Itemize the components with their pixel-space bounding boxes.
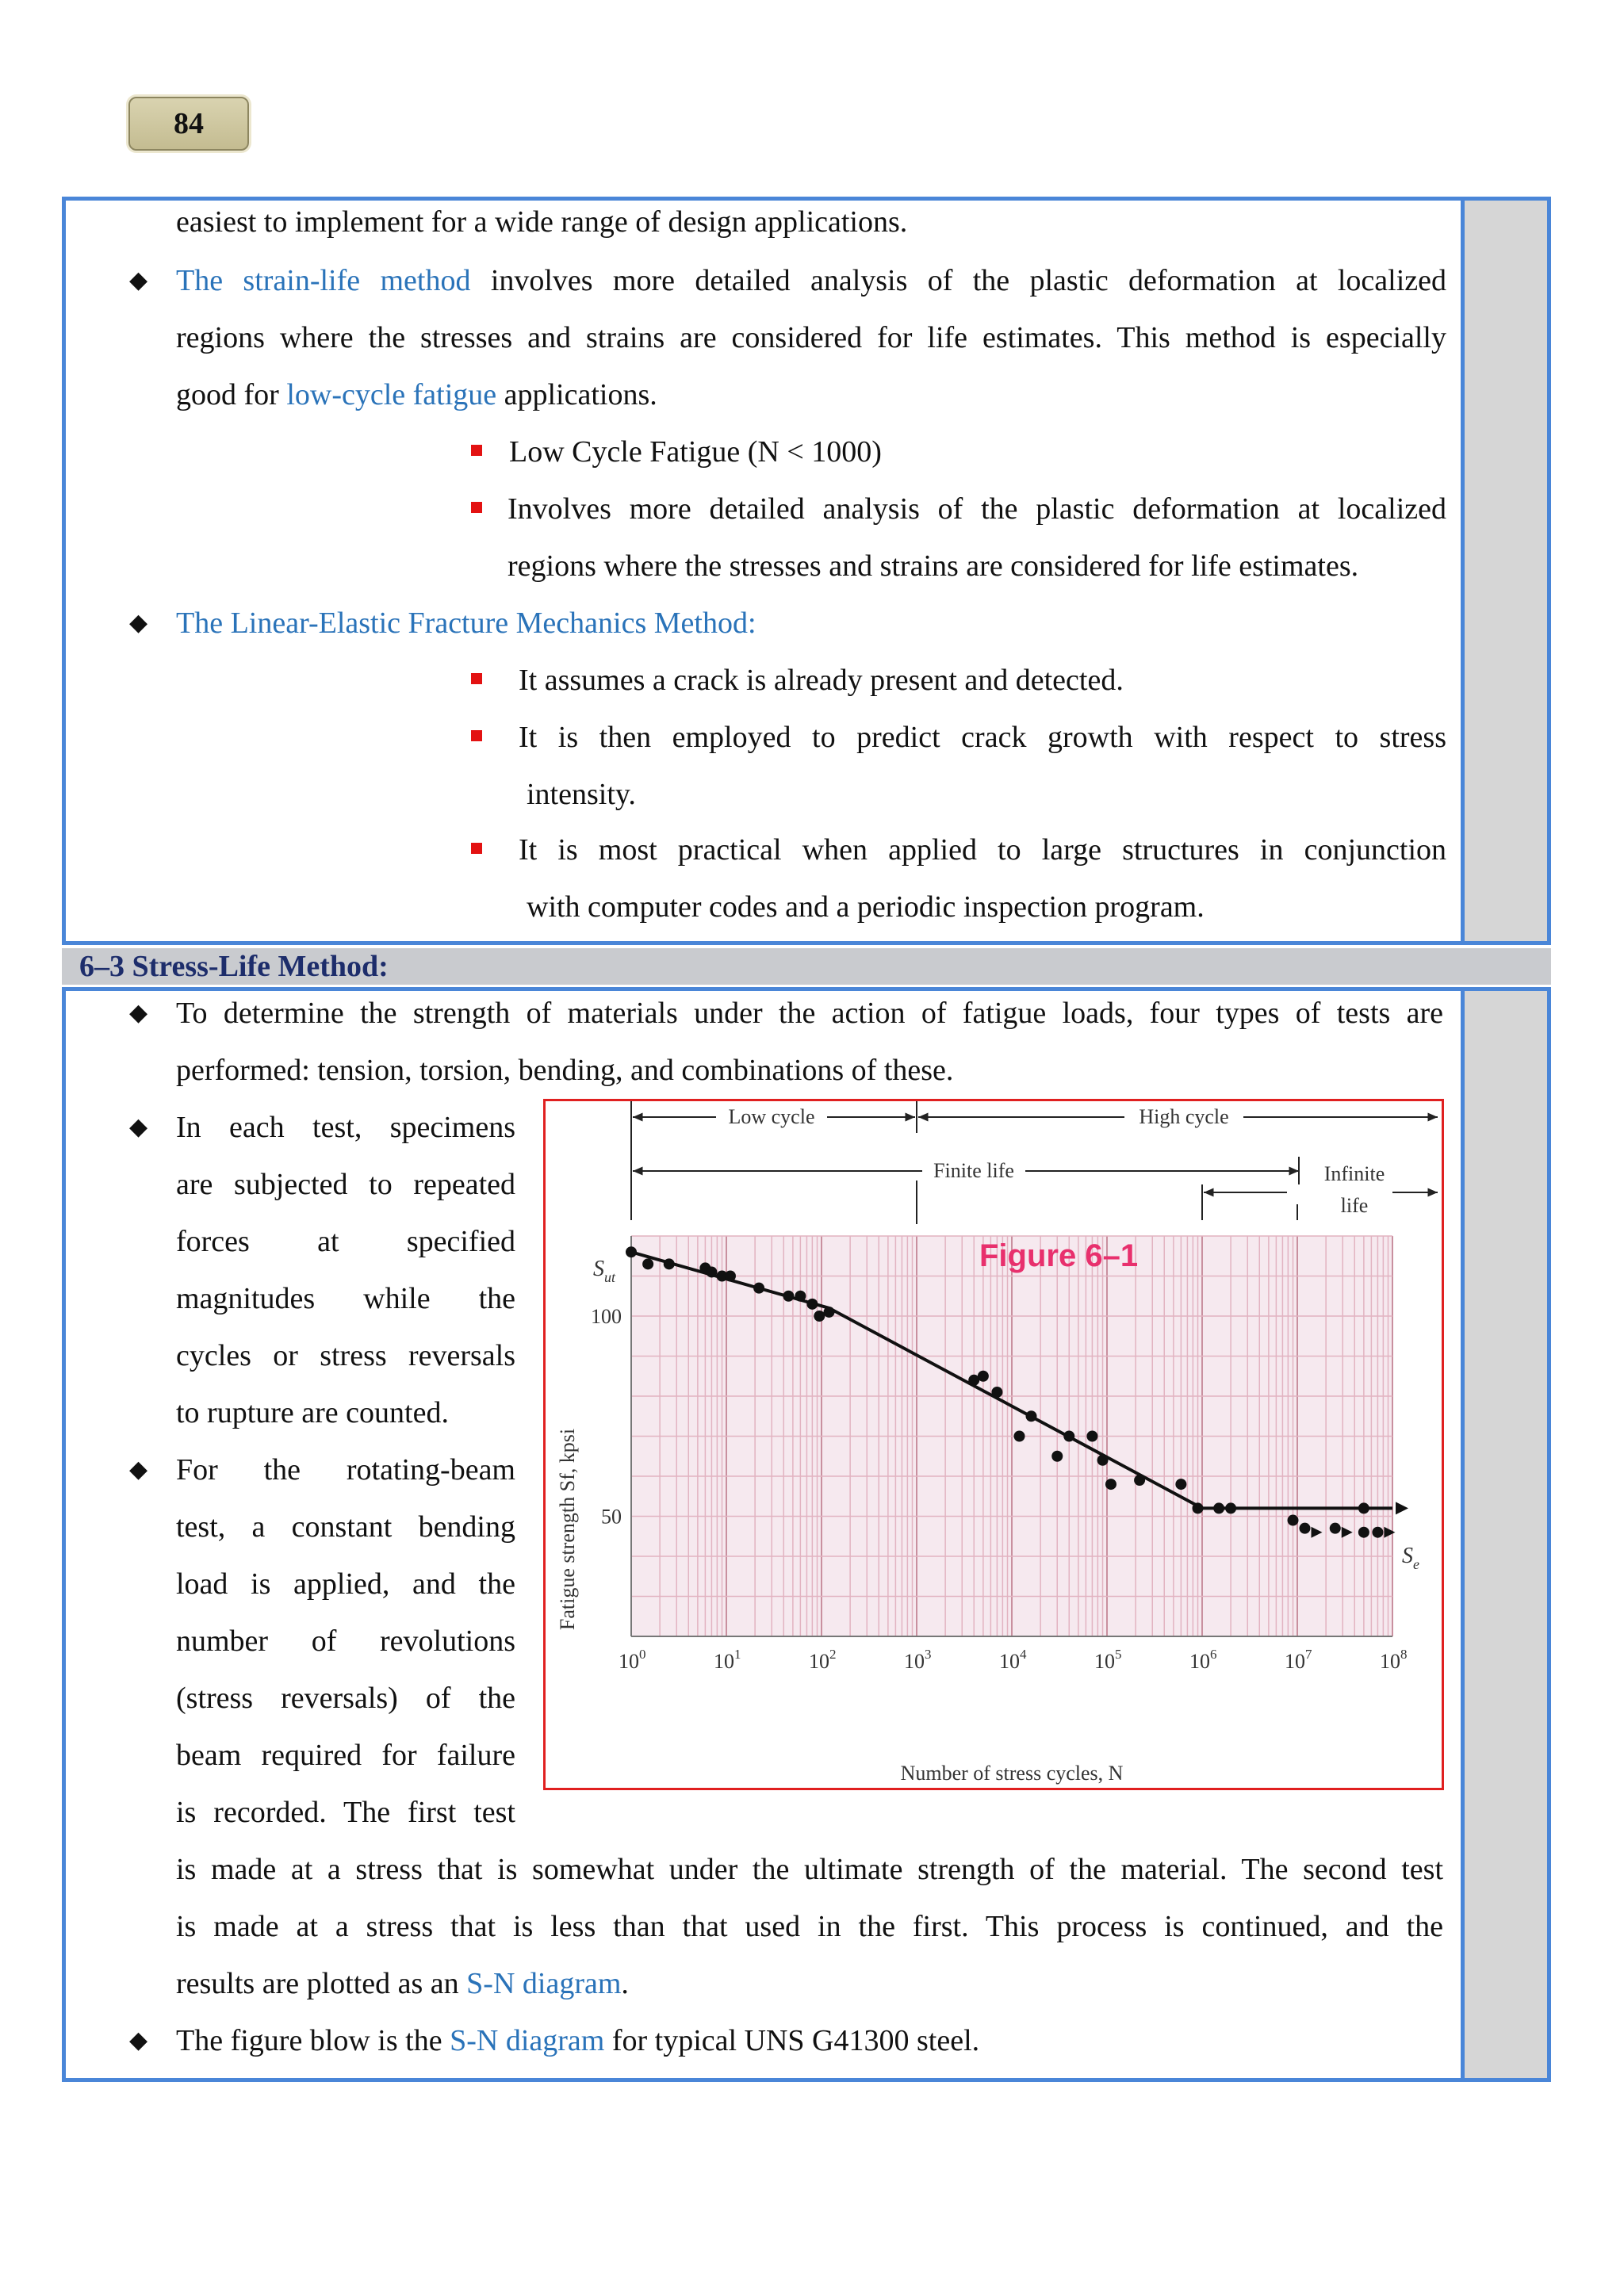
narrow-text-line: In each test, specimens (176, 1111, 515, 1144)
sub-bullet-text: intensity. (527, 778, 636, 811)
bullet-square-icon (471, 843, 482, 854)
bullet-square-icon (471, 445, 482, 456)
sn-diagram-link[interactable]: S-N diagram (466, 1967, 622, 2000)
text-line: easiest to implement for a wide range of design applications. (176, 205, 908, 239)
low-cycle-label: Low cycle (728, 1105, 815, 1128)
bullet-square-icon (471, 502, 482, 513)
sn-diagram-link[interactable]: S-N diagram (450, 2024, 605, 2057)
text-line: regions where the stresses and strains are considered for life estimates. This method is especially (176, 321, 1446, 354)
bullet-diamond-icon: ◆ (129, 610, 148, 636)
high-cycle-label: High cycle (1139, 1105, 1229, 1128)
sn-chart (546, 1101, 1442, 1788)
text-line: good for low-cycle fatigue applications. (176, 378, 657, 411)
data-point (626, 1246, 637, 1257)
data-point (1358, 1502, 1369, 1513)
data-point (978, 1371, 989, 1382)
data-point (1213, 1502, 1224, 1513)
narrow-text-line: forces at specified (176, 1225, 515, 1258)
finite-life-label: Finite life (933, 1159, 1014, 1182)
sub-bullet-text: It assumes a crack is already present and detected. (519, 664, 1124, 697)
bullet-square-icon (471, 730, 482, 741)
narrow-text-line: For the rotating-beam (176, 1453, 515, 1487)
narrow-text-line: magnitudes while the (176, 1282, 515, 1315)
low-cycle-fatigue-link[interactable]: low-cycle fatigue (286, 378, 497, 411)
x-tick-label: $10^2$ (809, 1647, 837, 1673)
y-tick-label: 50 (601, 1505, 622, 1529)
figure-title: Figure 6–1 (979, 1238, 1139, 1273)
data-point (1372, 1527, 1383, 1538)
y-axis-label: Fatigue strength Sf, kpsi (556, 1428, 579, 1631)
data-point (1330, 1523, 1341, 1534)
endurance-limit-arrow-icon (1396, 1502, 1408, 1514)
data-point (1086, 1431, 1097, 1442)
lefm-title: The Linear-Elastic Fracture Mechanics Method: (176, 607, 756, 640)
data-point (1225, 1502, 1236, 1513)
data-point (1025, 1410, 1036, 1422)
data-point (795, 1291, 806, 1302)
side-margin (1461, 201, 1547, 941)
data-point (783, 1291, 794, 1302)
data-point (1063, 1431, 1074, 1442)
bullet-diamond-icon: ◆ (129, 267, 148, 293)
bullet-diamond-icon: ◆ (129, 1000, 148, 1026)
data-point (1097, 1455, 1109, 1466)
data-point (753, 1283, 764, 1294)
x-tick-label: $10^4$ (999, 1647, 1027, 1673)
data-point (1288, 1515, 1299, 1526)
data-point (725, 1271, 736, 1282)
narrow-text-line: beam required for failure (176, 1739, 515, 1772)
x-tick-label: $10^0$ (619, 1647, 646, 1673)
data-point (806, 1299, 818, 1310)
data-point (1134, 1475, 1145, 1486)
data-point (1300, 1523, 1311, 1534)
strain-life-link[interactable]: The strain-life method (176, 264, 471, 297)
y-tick-label: 100 (591, 1305, 622, 1328)
side-margin (1461, 991, 1547, 2078)
data-point (1105, 1479, 1116, 1490)
data-point (824, 1307, 835, 1318)
text-line: The figure blow is the S-N diagram for typical UNS G41300 steel. (176, 2024, 980, 2057)
strain-life-paragraph-line1: The strain-life method involves more detailed analysis of the plastic deformation at localized (176, 264, 1446, 297)
section-heading: 6–3 Stress-Life Method: (62, 948, 1551, 985)
x-tick-label: $10^5$ (1094, 1647, 1122, 1673)
sub-bullet-text: with computer codes and a periodic inspection program. (527, 890, 1205, 924)
sn-diagram-figure (543, 1099, 1444, 1790)
data-point (664, 1258, 675, 1269)
data-point (1358, 1527, 1369, 1538)
data-point (1193, 1502, 1204, 1513)
infinite-life-label: Infinite (1323, 1162, 1385, 1185)
text-line: To determine the strength of materials under the action of fatigue loads, four types of tests are (176, 997, 1443, 1030)
page-number: 84 (128, 97, 249, 151)
se-label: $S_e$ (1402, 1544, 1419, 1572)
narrow-text-line: is recorded. The first test (176, 1796, 515, 1829)
sut-label: $S_{ut}$ (593, 1257, 616, 1285)
narrow-text-line: are subjected to repeated (176, 1168, 515, 1201)
bullet-square-icon (471, 673, 482, 684)
sub-bullet-text: Low Cycle Fatigue (N < 1000) (509, 435, 882, 469)
x-tick-label: $10^6$ (1189, 1647, 1217, 1673)
text-line: is made at a stress that is less than that used in the first. This process is continued, and the (176, 1910, 1443, 1943)
data-point (642, 1258, 653, 1269)
narrow-text-line: number of revolutions (176, 1624, 515, 1658)
infinite-life-label: life (1340, 1194, 1369, 1217)
narrow-text-line: test, a constant bending (176, 1510, 515, 1544)
sub-bullet-text: It is most practical when applied to large structures in conjunction (519, 833, 1446, 867)
x-axis-label: Number of stress cycles, N (900, 1762, 1124, 1785)
x-tick-label: $10^3$ (904, 1647, 932, 1673)
bullet-diamond-icon: ◆ (129, 1456, 148, 1483)
x-tick-label: $10^8$ (1380, 1647, 1408, 1673)
data-point (1175, 1479, 1186, 1490)
text-line: performed: tension, torsion, bending, and combinations of these. (176, 1054, 954, 1087)
sub-bullet-text: It is then employed to predict crack growth with respect to stress (519, 721, 1446, 754)
narrow-text-line: to rupture are counted. (176, 1396, 449, 1429)
data-point (814, 1311, 825, 1322)
region-annotations (631, 1101, 1438, 1224)
sub-bullet-text: Involves more detailed analysis of the plastic deformation at localized (508, 492, 1446, 526)
bullet-diamond-icon: ◆ (129, 1114, 148, 1140)
narrow-text-line: load is applied, and the (176, 1567, 515, 1601)
narrow-text-line: cycles or stress reversals (176, 1339, 515, 1372)
text-line: results are plotted as an S-N diagram. (176, 1967, 629, 2000)
data-point (991, 1387, 1002, 1398)
x-tick-label: $10^7$ (1285, 1647, 1312, 1673)
data-point (706, 1266, 717, 1277)
bullet-diamond-icon: ◆ (129, 2027, 148, 2053)
data-point (1051, 1451, 1063, 1462)
text-line: is made at a stress that is somewhat under the ultimate strength of the material. The second test (176, 1853, 1443, 1886)
sub-bullet-text: regions where the stresses and strains are considered for life estimates. (508, 549, 1359, 583)
data-point (1014, 1431, 1025, 1442)
narrow-text-line: (stress reversals) of the (176, 1682, 515, 1715)
x-tick-label: $10^1$ (714, 1647, 741, 1673)
